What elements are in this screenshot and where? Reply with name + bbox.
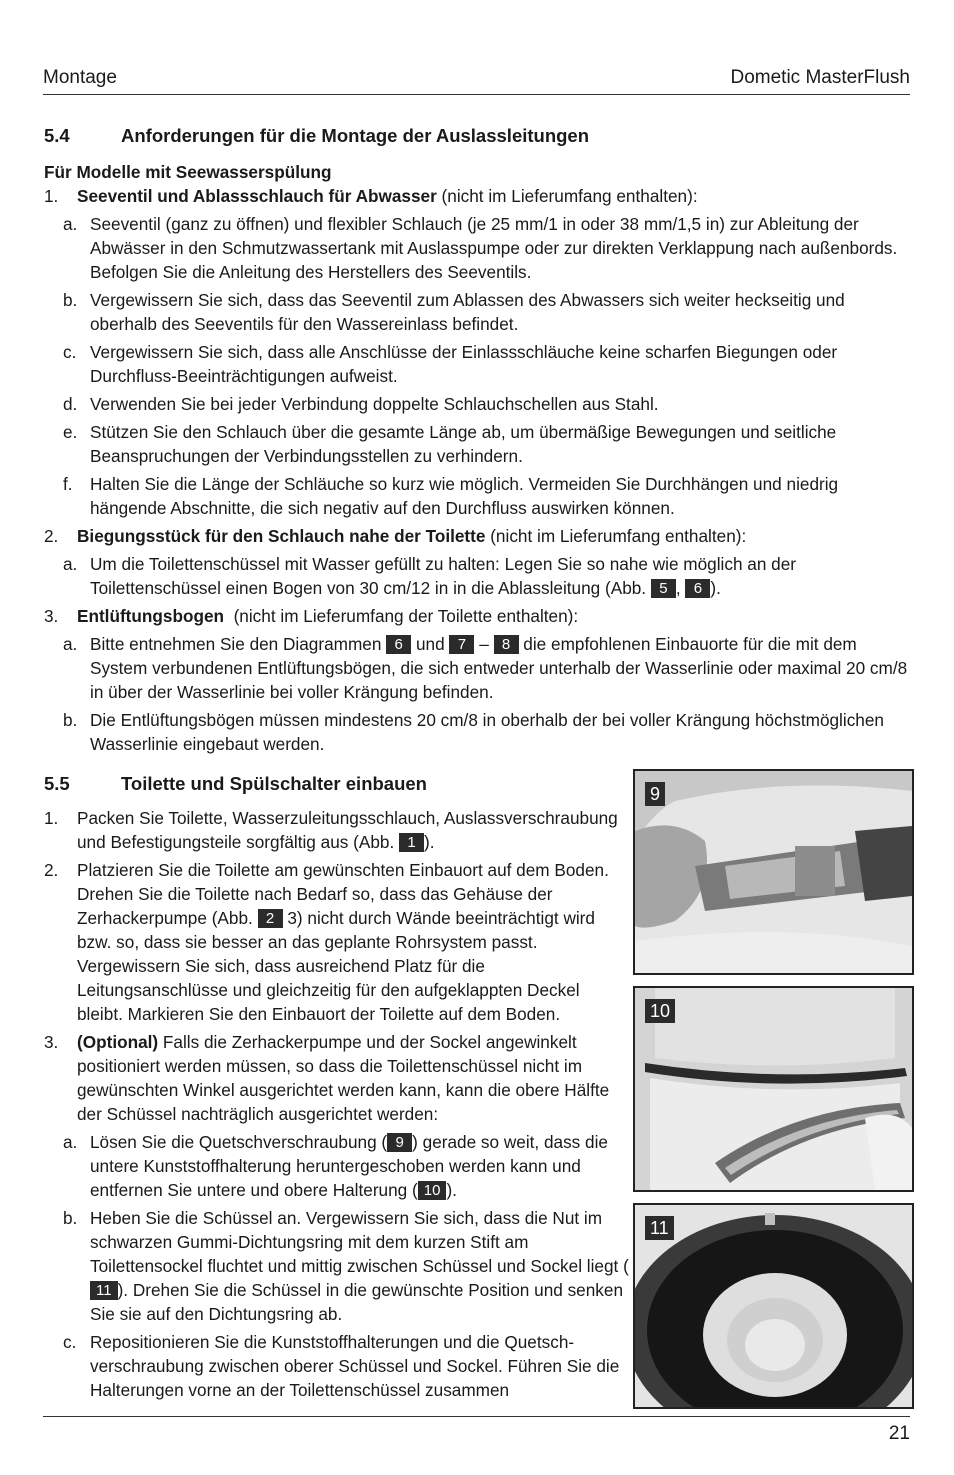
- page-number: 21: [888, 1423, 910, 1444]
- sub-letter: f.: [63, 474, 73, 494]
- item-number: 1.: [44, 186, 59, 206]
- figure-ref-badge: 10: [418, 1181, 447, 1200]
- figure-label: 9: [645, 782, 665, 806]
- sub-text: und: [411, 634, 450, 654]
- figure-ref-badge: 8: [494, 635, 519, 654]
- section-number: 5.5: [44, 773, 70, 794]
- sub-text: Stützen Sie den Schlauch über die gesamte Länge ab, um übermäßige Bewegungen und seitliche Beanspruchungen der Verbindungsstellen zu verhindern.: [90, 422, 837, 466]
- list-item: [44, 858, 629, 1026]
- sub-text: ,: [675, 578, 686, 598]
- sub-item: [44, 552, 910, 600]
- sub-text: Verwenden Sie bei jeder Verbindung doppelte Schlauchschellen aus Stahl.: [90, 394, 659, 414]
- sub-text: die empfohlenen Einbauorte für die mit dem System verbundenen Entlüftungsbögen, die sich entweder unterhalb der Wasserlinie oder maximal 20 cm/8 in über der Wasserlinie bei voller Krängung befinden.: [90, 634, 908, 702]
- item-title: Seeventil und Ablassschlauch für Abwasser: [77, 186, 437, 206]
- sub-text: Seeventil (ganz zu öffnen) und flexibler Schlauch (je 25 mm/1 in oder 38 mm/1,5 in) zur Ableitung der Abwässer in den Schmutzwassertank mit Auslasspumpe oder zur direkten Verklappung nach außenbords. Befolgen Sie die Anleitung des Herstellers des Seeventils.: [90, 214, 898, 282]
- sub-text: Die Entlüftungsbögen müssen mindestens 20 cm/8 in oberhalb der bei voller Krängung höchstmöglichen Wasserlinie eingebaut werden.: [90, 710, 884, 754]
- sub-item: [44, 392, 910, 416]
- item-text: (nicht im Lieferumfang der Toilette enthalten):: [224, 606, 579, 626]
- sub-letter: a.: [63, 554, 78, 574]
- section-5-5: [44, 772, 629, 1402]
- item-text: (nicht im Lieferumfang enthalten):: [485, 526, 747, 546]
- sub-text: Um die Toilettenschüssel mit Wasser gefüllt zu halten: Legen Sie so nahe wie möglich an der Toilettenschüssel einen Bogen von 30 cm/12 in in die Ablassleitung (Abb.: [90, 554, 797, 598]
- section-title: Anforderungen für die Montage der Auslassleitungen: [121, 125, 590, 146]
- list-item: [44, 604, 910, 628]
- sub-text: –: [474, 634, 494, 654]
- list-item: [44, 1030, 629, 1126]
- figure-ref-badge: 7: [449, 635, 474, 654]
- footer-divider: [43, 1416, 910, 1417]
- sub-text: Repositionieren Sie die Kunststoffhalterungen und die Quetschverschraubung zwischen oberer Schüssel und Sockel. Führen Sie die Halterungen vorne an der Toilettenschüssel zusammen: [90, 1332, 620, 1400]
- sub-text: Bitte entnehmen Sie den Diagrammen: [90, 634, 387, 654]
- subheading: Für Modelle mit Seewasserspülung: [44, 162, 332, 182]
- sub-item: [44, 632, 910, 704]
- header-product: Dometic MasterFlush: [730, 67, 910, 88]
- sub-item: [44, 472, 910, 520]
- sub-item: [44, 708, 910, 756]
- sub-letter: b.: [63, 1208, 78, 1228]
- figure-ref-badge: 6: [685, 579, 710, 598]
- sub-item: [44, 1330, 629, 1402]
- sub-text: Vergewissern Sie sich, dass das Seeventil zum Ablassen des Abwassers sich weiter heckseitig und oberhalb des Seeventils für den Wassereinlass befindet.: [90, 290, 845, 334]
- sub-item: [44, 212, 910, 284]
- sub-item: [44, 420, 910, 468]
- sub-text: ).: [446, 1180, 457, 1200]
- sub-letter: a.: [63, 214, 78, 234]
- figure-11-photo: [633, 1203, 914, 1409]
- sub-letter: a.: [63, 634, 78, 654]
- sub-text: Heben Sie die Schüssel an. Vergewissern Sie sich, dass die Nut im schwarzen Gummi-Dichtungsring mit dem kurzen Stift am Toilettensockel fluchtet und mittig zwischen Schüssel und Sockel liegt (: [90, 1208, 629, 1276]
- list-item: [44, 524, 910, 548]
- sub-text: ) gerade so weit, dass die untere Kunststoffhalterung heruntergeschoben werden kann und entfernen Sie untere und obere Halterung (: [90, 1132, 608, 1200]
- sub-text: Halten Sie die Länge der Schläuche so kurz wie möglich. Vermeiden Sie Durchhängen und niedrig hängende Abschnitte, die sich negativ auf den Durchfluss auswirken können.: [90, 474, 839, 518]
- item-text: Platzieren Sie die Toilette am gewünschten Einbauort auf dem Boden. Drehen Sie die Toilette nach Bedarf so, dass das Gehäuse der Zerhackerpumpe (Abb.: [77, 860, 609, 928]
- figure-ref-badge: 9: [387, 1133, 412, 1152]
- figure-label: 11: [645, 1216, 674, 1240]
- sub-item: [44, 288, 910, 336]
- item-text: Falls die Zerhackerpumpe und der Sockel angewinkelt positioniert werden müssen, so dass die Toilettenschüssel nicht im gewünschten Winkel ausgerichtet werden kann, kann die obere Hälfte der Schüssel nachträglich ausgerichtet werden:: [77, 1032, 610, 1124]
- sub-letter: e.: [63, 422, 78, 442]
- sub-letter: c.: [63, 342, 77, 362]
- list-item: [44, 806, 629, 854]
- retaining-ring-photo: [635, 988, 912, 1190]
- figure-9-photo: [633, 769, 914, 975]
- sealing-ring-photo: [635, 1205, 912, 1407]
- sub-letter: a.: [63, 1132, 78, 1152]
- item-number: 1.: [44, 808, 59, 828]
- item-number: 3.: [44, 1032, 59, 1052]
- figure-ref-badge: 5: [651, 579, 676, 598]
- section-title: Toilette und Spülschalter einbauen: [121, 773, 427, 794]
- sub-letter: c.: [63, 1332, 77, 1352]
- figure-ref-badge: 6: [386, 635, 411, 654]
- item-number: 3.: [44, 606, 59, 626]
- item-text: (nicht im Lieferumfang enthalten):: [436, 186, 698, 206]
- item-number: 2.: [44, 860, 59, 880]
- section-number: 5.4: [44, 125, 70, 146]
- section-heading: [44, 772, 629, 796]
- figure-ref-badge: 2: [258, 909, 283, 928]
- section-5-4: [44, 124, 910, 756]
- hose-clamp-photo: [635, 771, 912, 973]
- item-text: 3) nicht durch Wände beeinträchtigt wird bzw. so, dass sie besser an das geplante Rohrsystem passt. Vergewissern Sie sich, dass ausreichend Platz für die Leitungsanschlüsse und gleichzeitig für den aufgeklappten Deckel bleibt. Markieren Sie den Einbauort der Toilette auf dem Boden.: [77, 908, 595, 1024]
- sub-letter: d.: [63, 394, 78, 414]
- sub-text: ). Drehen Sie die Schüssel in die gewünschte Position und senken Sie sie auf den Dichtungsring ab.: [90, 1280, 624, 1324]
- item-number: 2.: [44, 526, 59, 546]
- page-header: [43, 64, 910, 95]
- figure-ref-badge: 11: [90, 1281, 118, 1300]
- item-title: Biegungsstück für den Schlauch nahe der Toilette: [77, 526, 486, 546]
- sub-text: Vergewissern Sie sich, dass alle Anschlüsse der Einlassschläuche keine scharfen Biegungen oder Durchfluss-Beeinträchtigungen aufweist.: [90, 342, 838, 386]
- figure-10-photo: [633, 986, 914, 1192]
- item-text: Packen Sie Toilette, Wasserzuleitungsschlauch, Auslassverschraubung und Befestigungsteile sorgfältig aus (Abb.: [77, 808, 618, 852]
- sub-text: ).: [710, 578, 721, 598]
- figure-ref-badge: 1: [399, 833, 424, 852]
- item-title: (Optional): [77, 1032, 159, 1052]
- item-text: ).: [424, 832, 435, 852]
- header-section: Montage: [43, 67, 117, 88]
- sub-letter: b.: [63, 290, 78, 310]
- sub-letter: b.: [63, 710, 78, 730]
- sub-item: [44, 340, 910, 388]
- sub-text: Lösen Sie die Quetschverschraubung (: [90, 1132, 388, 1152]
- sub-item: [44, 1130, 629, 1202]
- section-heading: [44, 124, 910, 148]
- item-title: Entlüftungsbogen: [77, 606, 225, 626]
- figure-label: 10: [645, 999, 675, 1023]
- list-item: [44, 184, 910, 208]
- sub-item: [44, 1206, 629, 1326]
